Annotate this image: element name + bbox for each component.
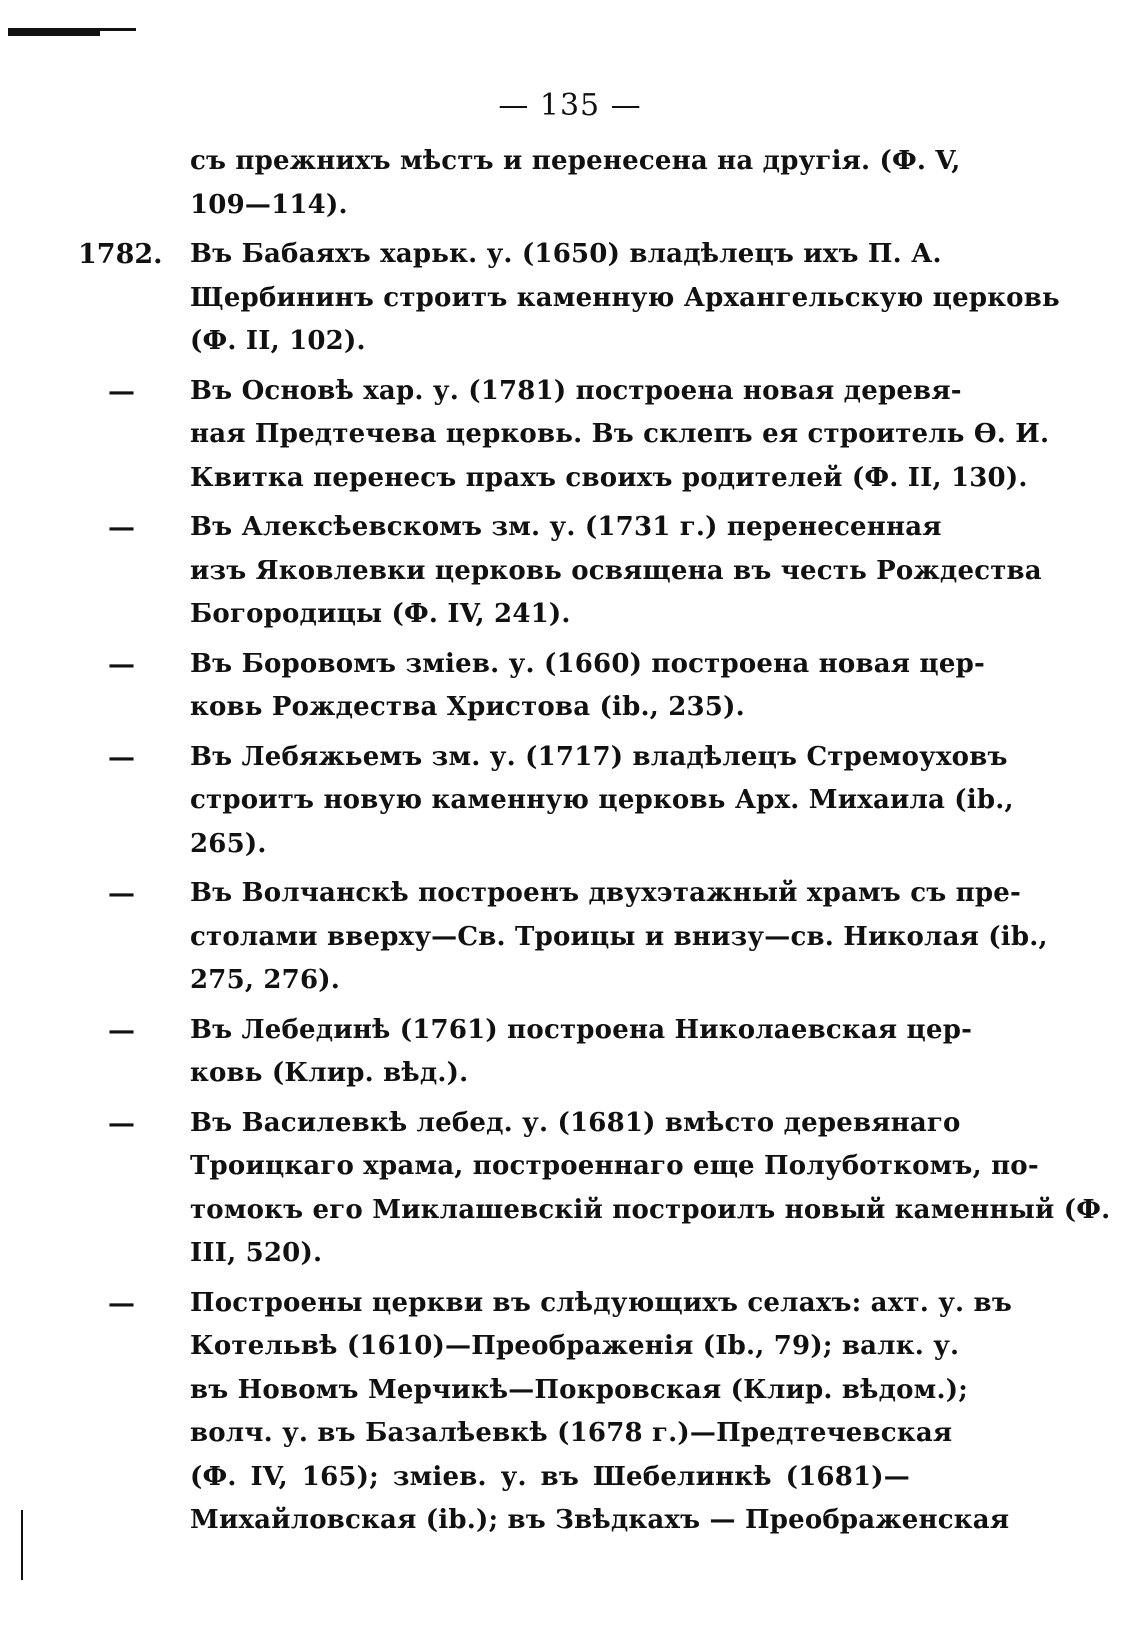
text-line: 265). (190, 828, 267, 859)
text-line: изъ Яковлевки церковь освящена въ честь Рождества (190, 555, 1042, 586)
entry-text (190, 1009, 973, 1096)
text-line: (Ф. II, 102). (190, 326, 366, 356)
text-line: Щербининъ строитъ каменную Архангельскую церковь (190, 282, 1060, 313)
entry-dash: — (108, 512, 135, 543)
entry-dash: — (108, 1014, 135, 1046)
chronicle-entry (0, 506, 1140, 637)
text-line: Котельвѣ (1610)—Преображенія (Ib., 79); валк. у. (190, 1331, 960, 1361)
corner-print-mark (8, 28, 136, 31)
entry-dash: — (108, 375, 135, 407)
text-line: ная Предтечева церковь. Въ склепъ ея строитель Ө. И. (190, 419, 1050, 449)
text-line: Квитка перенесъ прахъ своихъ родителей (Ф. II, 130). (190, 462, 1028, 493)
entry-text (190, 140, 961, 227)
entry-text (190, 506, 1042, 637)
text-line: въ Новомъ Мерчикѣ—Покровская (Клир. вѣдом.); (190, 1374, 969, 1405)
text-line: Въ Алексѣевскомъ зм. у. (1731 г.) перенесенная (190, 512, 942, 542)
text-line: Богородицы (Ф. IV, 241). (190, 599, 571, 629)
chronicle-entry (0, 643, 1140, 730)
text-line: ковь (Клир. вѣд.). (190, 1058, 469, 1088)
entry-text (190, 233, 1060, 364)
text-line: Въ Василевкѣ лебед. у. (1681) вмѣсто деревянаго (190, 1107, 961, 1138)
text-line: Въ Бабаяхъ харьк. у. (1650) владѣлецъ ихъ П. А. (190, 239, 942, 269)
text-line: Въ Волчанскѣ построенъ двухэтажный храмъ съ пре- (190, 878, 1021, 908)
text-line: 109—114). (190, 189, 348, 220)
chronicle-entry (0, 370, 1140, 501)
entry-text (190, 1282, 1012, 1543)
text-line: волч. у. въ Базалѣевкѣ (1678 г.)—Предтечевская (190, 1418, 953, 1448)
entry-dash: — (108, 648, 135, 680)
text-line: (Ф. IV, 165); зміев. у. въ Шебелинкѣ (1681)— (190, 1461, 910, 1492)
text-line: Въ Основѣ хар. у. (1781) построена новая деревя- (190, 375, 962, 406)
chronicle-entry (0, 233, 1140, 364)
chronicle-entry (0, 1282, 1140, 1543)
chronicle-entry (0, 1102, 1140, 1276)
entry-year: 1782. (78, 239, 163, 270)
entry-text (190, 370, 1050, 501)
text-line: Въ Боровомъ зміев. у. (1660) построена новая цер- (190, 648, 985, 679)
text-line: Троицкаго храма, построеннаго еще Полуботкомъ, по- (190, 1151, 1039, 1181)
text-line: 275, 276). (190, 965, 341, 995)
text-line: ковь Рождества Христова (ib., 235). (190, 692, 745, 722)
entry-dash: — (108, 878, 135, 909)
page-number: — 135 — (498, 88, 642, 123)
entry-text (190, 1102, 1111, 1276)
entry-dash: — (108, 741, 135, 773)
entry-text (190, 643, 985, 730)
text-line: строитъ новую каменную церковь Арх. Михаила (ib., (190, 785, 1014, 815)
chronicle-entry (0, 140, 1140, 227)
text-line: Въ Лебяжьемъ зм. у. (1717) владѣлецъ Стремоуховъ (190, 741, 1008, 772)
text-line: Въ Лебединѣ (1761) построена Николаевская цер- (190, 1014, 973, 1045)
chronicle-entries (0, 140, 1140, 1549)
entry-dash: — (108, 1287, 135, 1319)
chronicle-entry (0, 736, 1140, 867)
text-line: столами вверху—Св. Троицы и внизу—св. Николая (ib., (190, 921, 1048, 952)
entry-dash: — (108, 1107, 135, 1139)
text-line: томокъ его Миклашевскій построилъ новый каменный (Ф. (190, 1194, 1111, 1225)
entry-text (190, 736, 1014, 867)
text-line: съ прежнихъ мѣстъ и перенесена на другія. (Ф. V, (190, 146, 961, 176)
text-line: Михайловская (ib.); въ Звѣдкахъ — Преображенская (190, 1505, 1010, 1535)
text-line: III, 520). (190, 1238, 323, 1268)
entry-text (190, 872, 1048, 1003)
text-line: Построены церкви въ слѣдующихъ селахъ: ахт. у. въ (190, 1287, 1012, 1318)
chronicle-entry (0, 1009, 1140, 1096)
chronicle-entry (0, 872, 1140, 1003)
